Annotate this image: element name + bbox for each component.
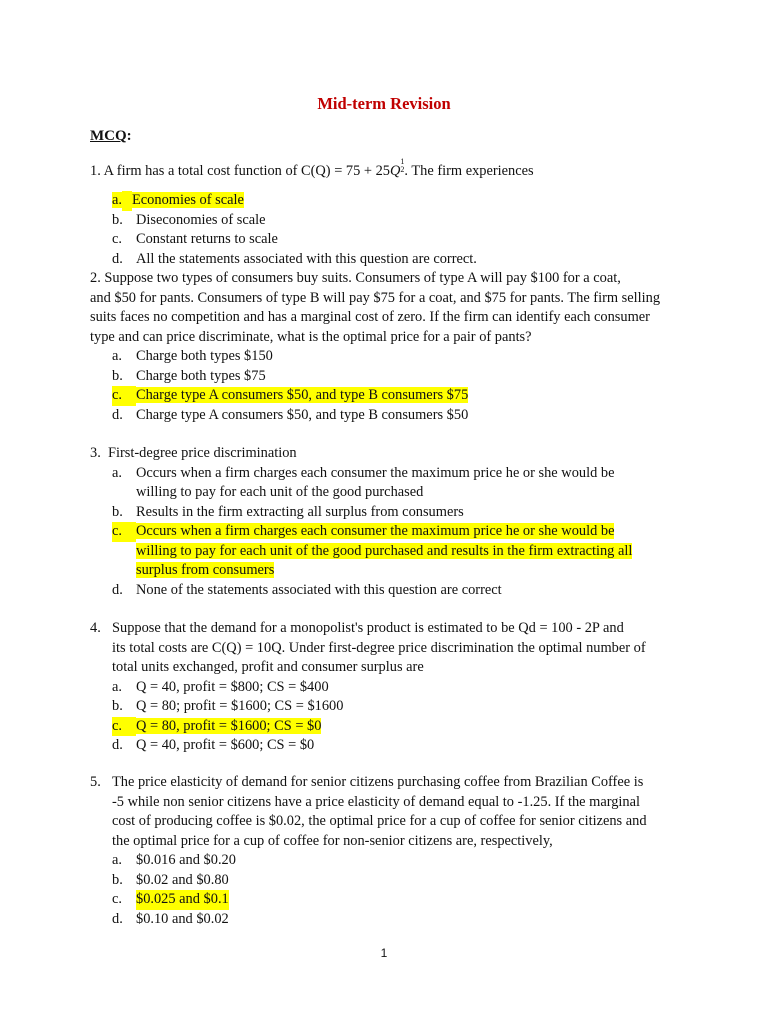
q3-stem-text: First-degree price discrimination xyxy=(108,445,297,461)
q3-option-c-cont xyxy=(136,561,274,581)
q1-exponent xyxy=(400,158,404,174)
q5-stem-text: The price elasticity of demand for senior citizens purchasing coffee from Brazilian Coffee is xyxy=(112,774,644,790)
option-text: All the statements associated with this question are correct. xyxy=(136,250,477,267)
q1-option xyxy=(112,191,244,211)
q2-stem-line: and $50 for pants. Consumers of type B will pay $75 for a coat, and $75 for pants. The firm selling xyxy=(90,289,661,306)
section-colon: : xyxy=(126,128,132,144)
q3-option-b xyxy=(112,503,464,523)
q4-option xyxy=(112,678,329,698)
q5-option xyxy=(112,851,236,871)
option-text: Occurs when a firm charges each consumer the maximum price he or she would be xyxy=(136,464,615,481)
q5-number: 5. xyxy=(90,774,101,790)
option-letter: c. xyxy=(112,387,122,403)
q3-option-c-cont xyxy=(136,542,632,562)
q3-stem xyxy=(90,444,297,464)
option-text: Q = 40, profit = $800; CS = $400 xyxy=(136,678,329,695)
q4-option xyxy=(112,717,321,737)
option-text: Constant returns to scale xyxy=(136,231,278,247)
q5-stem-line: -5 while non senior citizens have a price elasticity of demand equal to -1.25. If the marginal xyxy=(112,793,641,810)
option-text: willing to pay for each unit of the good purchased and results in the firm extracting all xyxy=(136,542,633,559)
option-letter: c. xyxy=(112,231,122,247)
q3-option-a xyxy=(112,464,615,484)
option-text: $0.02 and $0.80 xyxy=(136,871,229,888)
q5-stem-line: cost of producing coffee is $0.02, the optimal price for a cup of coffee for senior citizens and xyxy=(112,813,647,829)
q4-option xyxy=(112,697,344,717)
option-text: Q = 40, profit = $600; CS = $0 xyxy=(136,737,315,753)
option-letter: b. xyxy=(112,367,123,384)
q1-stem-variable: Q xyxy=(390,163,401,179)
option-letter: a. xyxy=(112,852,122,868)
section-heading xyxy=(90,127,132,147)
q3-option-d xyxy=(112,581,502,601)
option-letter: c. xyxy=(112,891,122,907)
option-text: $0.016 and $0.20 xyxy=(136,852,236,868)
option-letter: a. xyxy=(112,678,122,695)
option-text: None of the statements associated with this question are correct xyxy=(136,581,502,598)
q2-option xyxy=(112,347,273,367)
option-text: Economies of scale xyxy=(132,192,244,208)
option-letter: c. xyxy=(112,717,122,734)
option-letter: b. xyxy=(112,503,123,520)
option-letter: b. xyxy=(112,698,123,714)
q5-stem xyxy=(90,773,644,793)
option-letter: c. xyxy=(112,523,122,539)
q1-stem-text: 1. A firm has a total cost function of C(Q) = 75 + 25 xyxy=(90,163,391,179)
option-text: Diseconomies of scale xyxy=(136,211,266,228)
q4-number: 4. xyxy=(90,620,101,636)
option-letter: b. xyxy=(112,211,123,228)
option-text: Charge both types $75 xyxy=(136,367,266,384)
q5-option xyxy=(112,871,229,891)
option-text: Charge both types $150 xyxy=(136,348,273,364)
q4-stem-line: its total costs are C(Q) = 10Q. Under first-degree price discrimination the optimal number of xyxy=(112,639,646,656)
section-label: MCQ xyxy=(90,128,127,144)
option-text: $0.10 and $0.02 xyxy=(136,910,229,927)
q1-option xyxy=(112,230,278,250)
q1-exponent-num: 1 xyxy=(400,157,405,166)
option-text: Charge type A consumers $50, and type B consumers $75 xyxy=(136,387,469,403)
q2-option xyxy=(112,367,266,387)
option-letter: a. xyxy=(112,348,122,364)
q4-stem-line: total units exchanged, profit and consumer surplus are xyxy=(112,659,424,675)
option-letter: d. xyxy=(112,581,123,598)
q1-exponent-den: 2 xyxy=(400,165,405,174)
q2-option xyxy=(112,406,469,426)
q1-option xyxy=(112,250,477,270)
option-text: Q = 80; profit = $1600; CS = $1600 xyxy=(136,698,344,714)
q3-option-c xyxy=(112,522,614,542)
q5-stem-line: the optimal price for a cup of coffee for non-senior citizens are, respectively, xyxy=(112,832,553,849)
q1-stem-tail: . The firm experiences xyxy=(404,163,534,179)
option-text: $0.025 and $0.1 xyxy=(136,890,229,910)
option-letter: b. xyxy=(112,871,123,888)
q5-option xyxy=(112,910,229,930)
option-letter: d. xyxy=(112,737,123,753)
question-1-stem xyxy=(90,157,534,182)
q5-option xyxy=(112,890,229,910)
option-text: Charge type A consumers $50, and type B consumers $50 xyxy=(136,406,469,423)
option-text: Results in the firm extracting all surplus from consumers xyxy=(136,503,464,520)
q4-stem-text: Suppose that the demand for a monopolist's product is estimated to be Qd = 100 - 2P and xyxy=(112,620,624,636)
q3-option-a-cont: willing to pay for each unit of the good purchased xyxy=(136,484,424,500)
option-text: surplus from consumers xyxy=(136,562,275,578)
option-letter: d. xyxy=(112,406,123,423)
q4-stem xyxy=(90,619,624,639)
q2-stem-line: suits faces no competition and has a marginal cost of zero. If the firm can identify each consumer xyxy=(90,309,650,325)
page-number: 1 xyxy=(380,946,388,960)
page-title: Mid-term Revision xyxy=(317,94,451,113)
option-letter: a. xyxy=(112,464,122,481)
q4-option xyxy=(112,736,315,756)
option-letter: a. xyxy=(112,192,122,208)
q2-option xyxy=(112,386,468,406)
q2-stem-line: 2. Suppose two types of consumers buy suits. Consumers of type A will pay $100 for a coat, xyxy=(90,270,621,286)
q1-option xyxy=(112,211,266,231)
option-text: Occurs when a firm charges each consumer the maximum price he or she would be xyxy=(136,523,615,539)
q3-number: 3. xyxy=(90,445,101,461)
option-text: Q = 80, profit = $1600; CS = $0 xyxy=(136,717,322,734)
option-letter: d. xyxy=(112,910,123,927)
q2-stem-line: type and can price discriminate, what is the optimal price for a pair of pants? xyxy=(90,328,532,345)
option-letter: d. xyxy=(112,250,123,267)
